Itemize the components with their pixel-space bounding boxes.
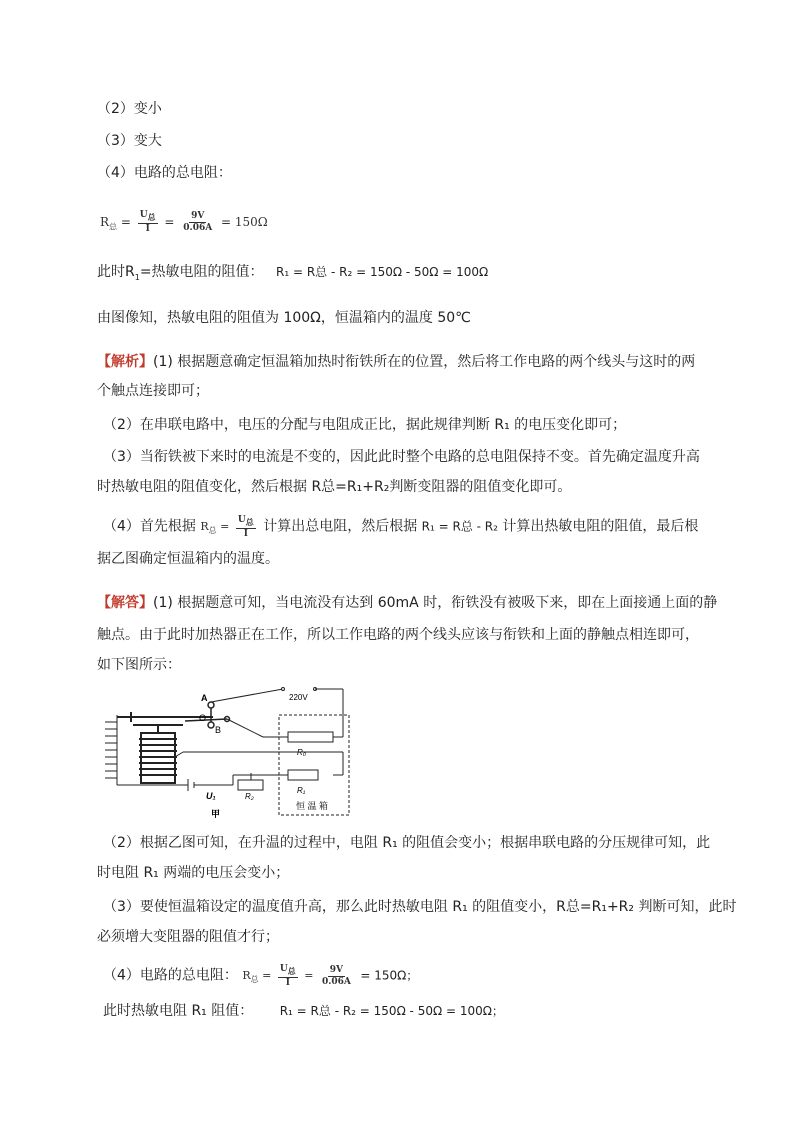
fraction-values: $\frac{9V}{0.06A}$ (183, 210, 213, 233)
temperature-line: 由图像知，热敏电阻的阻值为 100Ω，恒温箱内的温度 50℃ (97, 310, 471, 326)
svg-text:O: O (199, 713, 207, 723)
solution-line-8: （4）电路的总电阻： $R_总$ = $\frac{\text{U总}}{I}$ = $\frac{9V}{0.06A}$ = 150Ω； (103, 964, 419, 988)
analysis-line-4: （3）当衔铁被下来时的电流是不变的，因此此时整个电路的总电阻保持不变。首先确定温度升高 (103, 449, 700, 465)
analysis-line-5: 时热敏电阻的阻值变化，然后根据 R总=R₁+R₂判断变阻器的阻值变化即可。 (97, 479, 572, 495)
solution-line-2: 触点。由于此时加热器正在工作，所以工作电路的两个线头应该与衔铁和上面的静触点相连即可， (97, 627, 699, 643)
answer-3: （3）变大 (97, 133, 162, 149)
answer-4-label: （4）电路的总电阻： (97, 165, 232, 181)
svg-text:甲: 甲 (211, 809, 221, 819)
svg-text:U₁: U₁ (206, 791, 216, 801)
solution-line-5: 时电阻 R₁ 两端的电压会变小； (97, 865, 290, 881)
analysis-line-3: （2）在串联电路中，电压的分配与电阻成正比，据此规律判断 R₁ 的电压变化即可； (103, 417, 627, 433)
circuit-diagram (103, 687, 353, 826)
solution-line-6: （3）要使恒温箱设定的温度值升高，那么此时热敏电阻 R₁ 的阻值变小，R总=R₁+R₂ 判断可知，此时 (103, 899, 737, 915)
spring (105, 715, 117, 785)
svg-text:A: A (201, 693, 208, 703)
svg-text:R₀: R₀ (297, 748, 307, 757)
formula-result: = 150Ω (221, 214, 268, 229)
r1-value-line: 此时$R_1=$热敏电阻的阻值： R₁ = R总 - R₂ = 150Ω - 50Ω = 100Ω (97, 264, 489, 282)
solution-line-3: 如下图所示： (97, 657, 181, 673)
solution-line-9: 此时热敏电阻 R₁ 阻值： R₁ = R总 - R₂ = 150Ω - 50Ω = 100Ω； (103, 1003, 504, 1019)
answer-2: （2）变小 (97, 101, 162, 117)
svg-text:B: B (215, 725, 222, 735)
svg-text:R₂: R₂ (245, 792, 254, 801)
analysis-line-1: 【解析】(1) 根据题意确定恒温箱加热时衔铁所在的位置，然后将工作电路的两个线头与这时的两 (97, 354, 696, 370)
solution-line-1: 【解答】(1) 根据题意可知，当电流没有达到 60mA 时，衔铁没有被吸下来，即在上面接通上面的静 (97, 595, 718, 611)
solution-line-4: （2）根据乙图可知，在升温的过程中，电阻 R₁ 的阻值会变小；根据串联电路的分压规律可知，此 (103, 835, 711, 851)
analysis-line-7: 据乙图确定恒温箱内的温度。 (97, 551, 279, 567)
analysis-line-2: 个触点连接即可； (97, 383, 209, 399)
formula-lhs: $R_总$ = (100, 214, 131, 232)
svg-text:R₁: R₁ (297, 786, 306, 795)
coil (133, 725, 183, 783)
solution-line-7: 必须增大变阻器的阻值才行； (97, 929, 279, 945)
svg-text:恒 温 箱: 恒 温 箱 (296, 801, 329, 811)
analysis-line-6: （4）首先根据 $R_总$ = $\frac{\text{U总}}{I}$ 计算出总电阻，然后根据 R₁ = R总 - R₂ 计算出热敏电阻的阻值，最后根 (103, 515, 699, 539)
formula-total-resistance: $R_总$ = $\frac{\text{U总}}{I}$ = $\frac{9V}{0.06A}$ = 150Ω (100, 210, 268, 234)
fraction-u-over-i: $\frac{\text{U总}}{I}$ (139, 210, 156, 234)
contacts (185, 702, 230, 728)
svg-text:220V: 220V (289, 693, 308, 702)
